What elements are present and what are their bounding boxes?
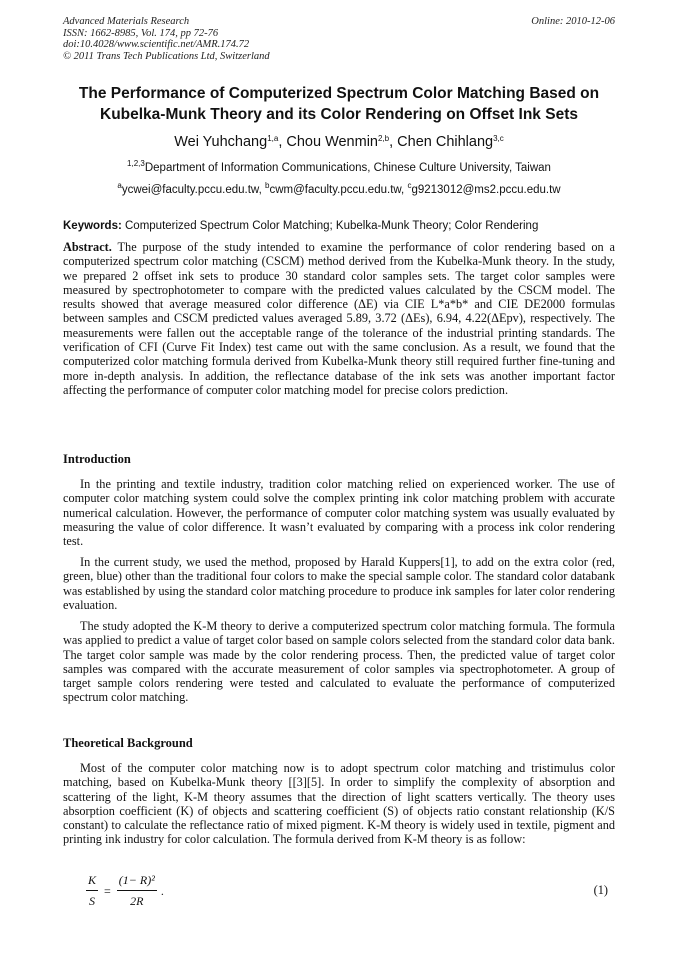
keywords-label: Keywords: [63, 220, 122, 232]
email-list [0, 181, 678, 196]
theory-paragraph-1: Most of the computer color matching now is to adopt spectrum color matching and tristimulus color matching, based on Kubelka-Munk theory [[3][5]. In order to simplify the complexity of absorption and scattering of the light, K-M theory assumes that the direction of light scatters vertically. The theory uses absorption coefficient (K) of objects and scattering coefficient (S) of objects ratio constant relationship (K/S constant) to calculate the reflectance ratio of mixed pigment. K-M theory is widely used in textile, pigment and printing ink industry for color calculation. The formula derived from K-M theory is as follow: [63, 761, 615, 847]
email-a-sup: a [117, 181, 122, 190]
abstract-label: Abstract. [63, 240, 112, 254]
issn-line: ISSN: 1662-8985, Vol. 174, pp 72-76 [63, 27, 219, 39]
keywords-text: Computerized Spectrum Color Matching; Kubelka-Munk Theory; Color Rendering [125, 220, 539, 232]
introduction-heading: Introduction [63, 452, 131, 466]
copyright-line: © 2011 Trans Tech Publications Ltd, Switzerland [63, 50, 270, 62]
title-line-1: The Performance of Computerized Spectrum Color Matching Based on [78, 85, 600, 102]
author-1-affil: 1,a [267, 134, 279, 143]
equation-rhs [117, 873, 157, 909]
equation-number: (1) [593, 883, 608, 897]
theory-heading: Theoretical Background [63, 736, 193, 750]
email-c-sup: c [407, 181, 412, 190]
author-2: Chou Wenmin [286, 134, 378, 150]
journal-name: Advanced Materials Research [63, 16, 190, 27]
introduction-paragraph-1: In the printing and textile industry, tradition color matching relied on experienced worker. The use of computer color matching system could solve the complex printing ink color matching problem with accurate numerical calculation. However, the performance of computer color matching system was usually evaluated by measuring the value of color difference. It wasn’t evaluated by comparing with a process ink color rendering test. [63, 477, 615, 549]
introduction-paragraph-3: The study adopted the K-M theory to derive a computerized spectrum color matching formula. The formula was applied to predict a value of target color based on sample colors selected from the standard color data bank. The target color sample was made by the color rendering process. Then, the predicted value of target color samples was compared with the accurate measurement of color samples via spectrophotometer. A group of target sample colors rendering were tested and calculated to evaluate the performance of computerized spectrum color matching. [63, 619, 615, 705]
equation-lhs-denominator: S [89, 894, 95, 908]
author-list [0, 134, 678, 150]
author-separator: , [389, 134, 398, 150]
author-3-affil: 3,c [493, 134, 504, 143]
introduction-paragraph-2: In the current study, we used the method, proposed by Harald Kuppers[1], to add on the extra color (red, green, blue) other than the traditional four colors to make the special sample color. The standard color databank was established by using the standard color matching procedure to produce ink samples for later color rendering evaluation. [63, 555, 615, 612]
author-2-affil: 2,b [377, 134, 390, 143]
author-separator: , [278, 134, 287, 150]
author-3: Chen Chihlang [397, 134, 494, 150]
affiliation [0, 159, 678, 174]
equation-lhs-numerator: K [86, 873, 98, 891]
author-1: Wei Yuhchang [174, 134, 268, 150]
title-line-2: Kubelka-Munk Theory and its Color Rendering on Offset Ink Sets [100, 106, 578, 123]
email-b[interactable]: cwm@faculty.pccu.edu.tw, [269, 184, 408, 196]
keywords [63, 220, 623, 232]
email-a[interactable]: ycwei@faculty.pccu.edu.tw, [121, 184, 265, 196]
equation-rhs-numerator: (1− R)² [117, 873, 157, 891]
online-date: Online: 2010-12-06 [531, 16, 615, 27]
abstract-text: The purpose of the study intended to examine the performance of color rendering based on a computerized spectrum color matching (CSCM) method derived from the Kubelka-Munk theory. In the study, we prepared 2 offset ink sets to produce 30 standard color samples sets. The target color samples were measured by spectrophotometer to compare with the predicted values calculated by the CSCM model. The results showed that average measured color difference (ΔE) via CIE L*a*b* and CIE DE2000 formulas between samples and CSCM predicted values averaged 5.89, 3.72 (ΔEs), 6.94, 4.22(ΔEpv), respectively. The measurements were fallen out the acceptable range of the tolerance of the industrial printing standards. The verification of CFI (Curve Fit Index) test came out with the same conclusion. As a result, we found that the computerized color matching formula derived from Kubelka-Munk theory still required further fine-tuning and more in-depth analysis. In addition, the reflectance database of the ink sets was another important factor affecting the performance of computer color matching model for precise colors prediction. [63, 240, 616, 397]
equation-equals: = [104, 883, 111, 898]
doi-line: doi:10.4028/www.scientific.net/AMR.174.72 [63, 39, 250, 50]
affiliation-text: Department of Information Communications, Chinese Culture University, Taiwan [144, 162, 551, 174]
email-b-sup: b [264, 181, 270, 190]
equation-rhs-denominator: 2R [130, 894, 144, 908]
email-c[interactable]: g9213012@ms2.pccu.edu.tw [411, 184, 561, 196]
affiliation-sup: 1,2,3 [127, 159, 145, 168]
paper-title [40, 83, 638, 125]
equation-period: . [160, 883, 164, 898]
journal-header [63, 16, 270, 62]
equation-lhs [86, 873, 98, 909]
abstract [63, 240, 615, 397]
km-equation [82, 873, 164, 909]
